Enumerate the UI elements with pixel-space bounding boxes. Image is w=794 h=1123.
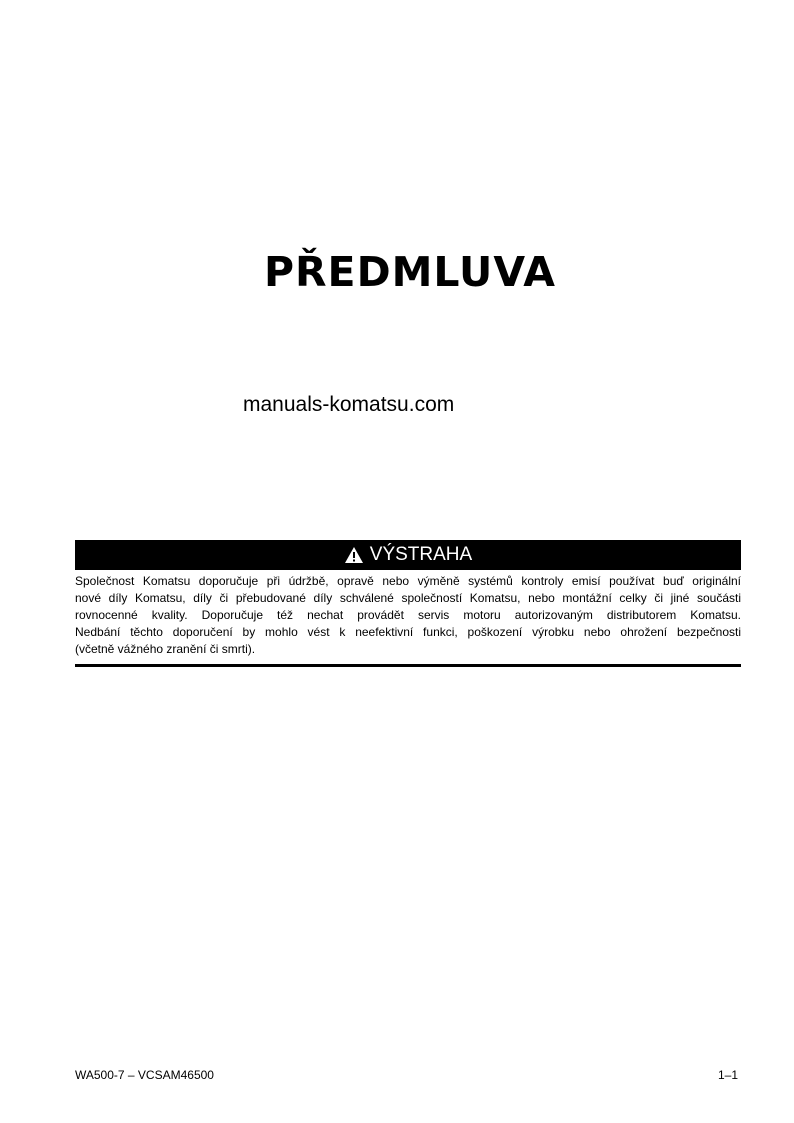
- warning-text: [75, 573, 741, 658]
- footer-document-id: WA500-7 – VCSAM46500: [75, 1068, 214, 1082]
- warning-triangle-icon: [344, 546, 364, 564]
- footer-page-number: 1–1: [717, 1068, 738, 1082]
- page-title: PŘEDMLUVA: [263, 248, 557, 296]
- warning-bottom-rule: [75, 664, 741, 667]
- warning-line: rovnocenné kvality. Doporučuje též nechat provádět servis motoru autorizovaným distributorem Komatsu.: [75, 608, 741, 622]
- watermark-link[interactable]: manuals-komatsu.com: [243, 393, 455, 416]
- warning-heading: VÝSTRAHA: [369, 544, 473, 565]
- warning-header: [75, 540, 741, 570]
- warning-line: Nedbání těchto doporučení by mohlo vést k neefektivní funkci, poškození výrobku nebo ohrožení bezpečnosti: [75, 625, 741, 639]
- warning-line: nové díly Komatsu, díly či přebudované díly schválené společností Komatsu, nebo montážní celky či jiné součásti: [75, 591, 741, 605]
- warning-line: (včetně vážného zranění či smrti).: [75, 642, 256, 656]
- warning-line: Společnost Komatsu doporučuje při údržbě, opravě nebo výměně systémů kontroly emisí používat buď originální: [75, 574, 741, 588]
